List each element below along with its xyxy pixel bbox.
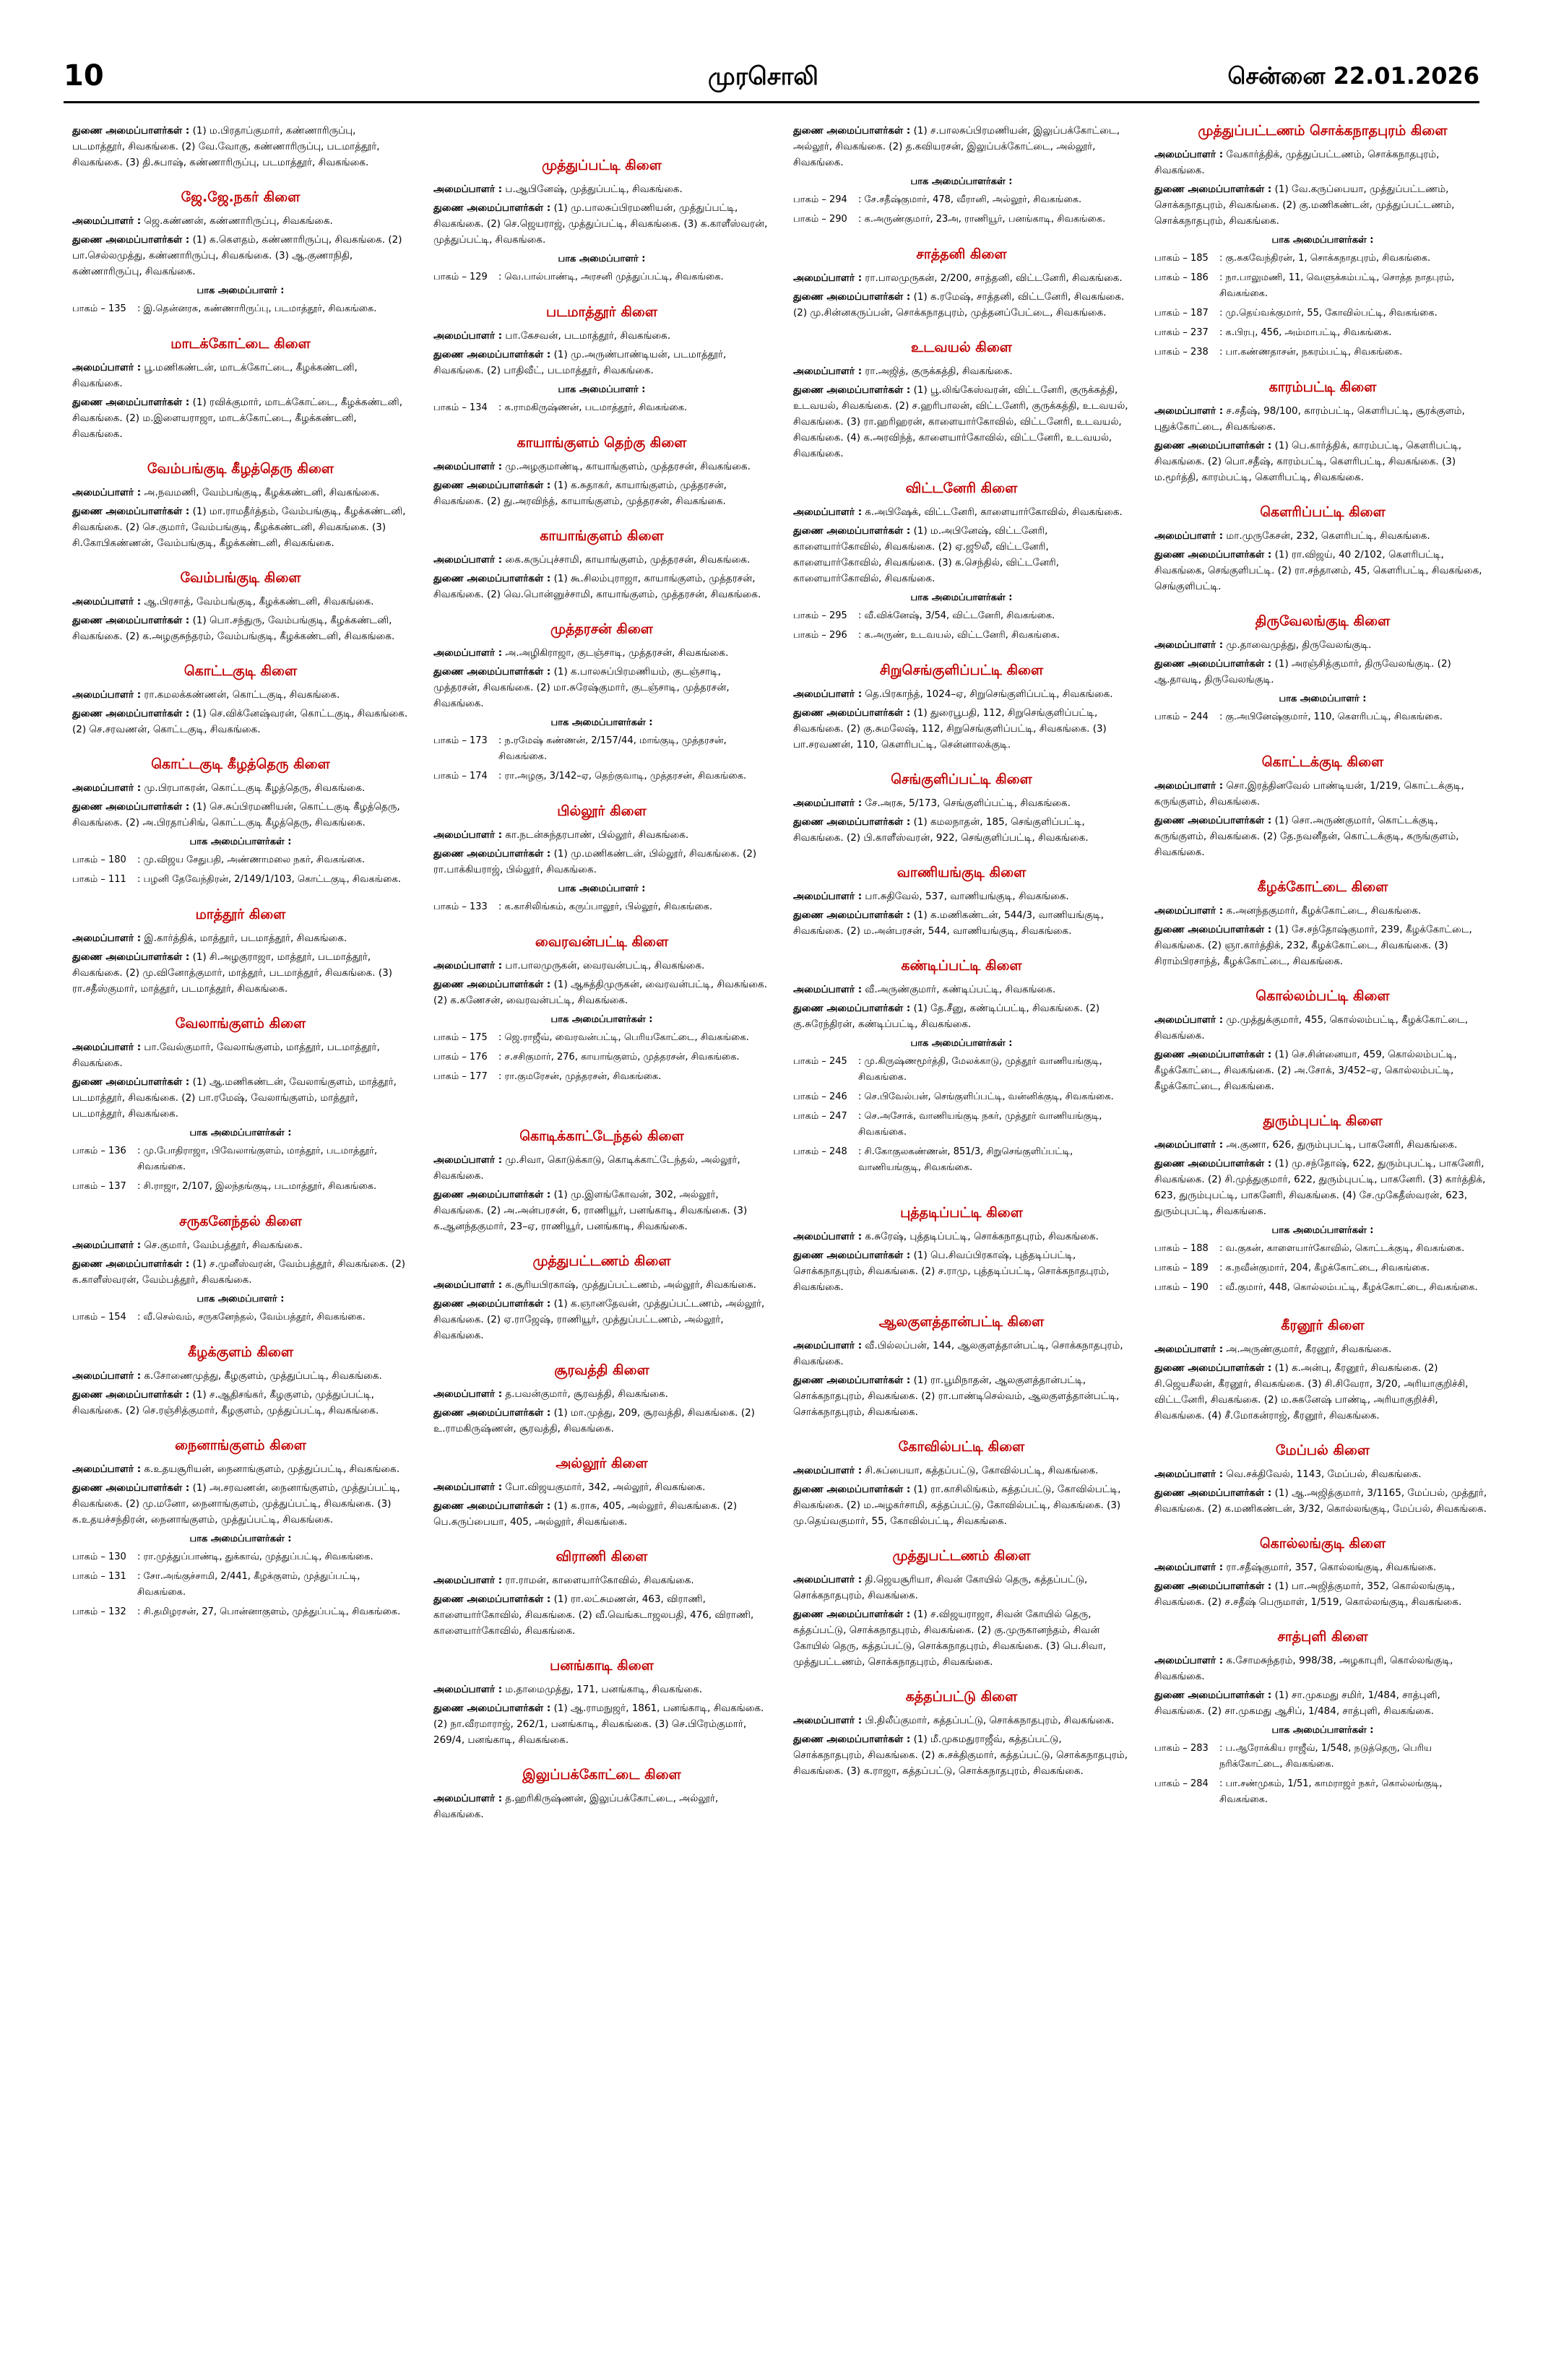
section-7: கொட்டகுடி கீழத்தெரு கிளை அமைப்பாளர் : மு.பிரபாகரன், கொட்டகுடி கீழத்தெரு, சிவகங்கை. துணை அமைப்பாளர்கள் : (1) செ.சுப்பிரமணியன், கொட்டகுடி கீழத்தெரு, சிவகங்கை. (2) அ.பிரதாப்சிங், கொட்டகுடி கீழத்தெரு, சிவகங்கை. பாக அமைப்பாளர்கள் : பாகம் – 180 : மு.விஜய சேதுபதி, அண்ணாமலை நகர், சிவகங்கை. பாகம் – 111 : பழனி தேவேந்திரன், 2/149/1/103, கொட்டகுடி, சிவகங்கை. [72,756,401,885]
header-rule [64,101,1479,103]
newspaper-name: முரசொலி [708,62,818,91]
section-40: முத்துப்பட்டணம் சொக்கநாதபுரம் கிளை அமைப்பாளர் : வேகார்த்திக், முத்துப்பட்டணம், சொக்கநாதபுரம், சிவகங்கை. துணை அமைப்பாளர்கள் : (1) வே.கருப்பையா, முத்துப்பட்டணம், சொக்கநாதபுரம், சிவகங்கை. (2) கு.மணிகண்டன், முத்துப்பட்டணம், சொக்கநாதபுரம், சிவகங்கை. பாக அமைப்பாளர்கள் : பாகம் – 185 : கு.சுகவேந்திரன், 1, சொக்கநாதபுரம், சிவகங்கை. பாகம் – 186 : நா.பாலுமணி, 11, வெளுக்கம்பட்டி, சொத்த நாதபுரம், சிவகங்கை. பாகம் – 187 : மு.தெய்வக்குமார், 55, கோவில்பட்டி, சிவகங்கை. பாகம் – 237 : க.பிரபு, 456, அம்மாபட்டி, சிவகங்கை. பாகம் – 238 : பா.கண்ணதாசன், நகரம்பட்டி, சிவகங்கை. [1154,123,1455,358]
section-51: சாத்புளி கிளை அமைப்பாளர் : க.சோமசுந்தரம், 998/38, அழகாபுரி, கொல்லங்குடி, சிவகங்கை. துணை அமைப்பாளர்கள் : (1) சா.முகமது சமிர், 1/484, சாத்புளி, சிவகங்கை. (2) சா.முகமது ஆசிப், 1/484, சாத்புளி, சிவகங்கை. பாக அமைப்பாளர்கள் : பாகம் – 283 : ப.ஆரோக்கிய ராஜீவ், 1/548, நடுத்தெரு, பெரிய நரிக்கோட்டை, சிவகங்கை. பாகம் – 284 : பா.சண்முகம், 1/51, காமராஜர் நகர், கொல்லங்குடி, சிவகங்கை. [1154,1629,1453,1805]
section-17: முத்தரசன் கிளை அமைப்பாளர் : அ.அழிகிராஜா, குடஞ்சாடி, முத்தரசன், சிவகங்கை. துணை அமைப்பாளர்கள் : (1) க.பாலசுப்பிரமணியம், குடஞ்சாடி, முத்தரசன், சிவகங்கை. (2) மா.சுரேஷ்குமார், குடஞ்சாடி, முத்தரசன், சிவகங்கை. பாக அமைப்பாளர்கள் : பாகம் – 173 : ந.ரமேஷ் கண்ணன், 2/157/44, மாங்குடி, முத்தரசன், சிவகங்கை. பாகம் – 174 : ரா.அழகு, 3/142–ஏ, தெற்குவாடி, முத்தரசன், சிவகங்கை. [433,621,747,782]
edition-date: சென்னை 22.01.2026 [1227,62,1479,90]
section-3: மாடக்கோட்டை கிளை அமைப்பாளர் : பூ.மணிகண்டன், மாடக்கோட்டை, கீழக்கண்டனி, சிவகங்கை. துணை அமைப்பாளர்கள் : (1) ரவிக்குமார், மாடக்கோட்டை, கீழக்கண்டனி, சிவகங்கை. (2) ம.இளையராஜா, மாடக்கோட்டை, கீழக்கண்டனி, சிவகங்கை. [72,336,402,440]
section-41: காரம்பட்டி கிளை அமைப்பாளர் : ச.சதீஷ், 98/100, காரம்பட்டி, கௌரிபட்டி, சூரக்குளம், புதுக்கோட்டை, சிவகங்கை. துணை அமைப்பாளர்கள் : (1) பெ.கார்த்திக், காரம்பட்டி, கௌரிபட்டி, சிவகங்கை. (2) பொ.சதீஷ், காரம்பட்டி, கௌரிபட்டி, சிவகங்கை. (3) ம.மூர்த்தி, காரம்பட்டி, கௌரிபட்டி, சிவகங்கை. [1154,379,1465,483]
section-22: சூரவத்தி கிளை அமைப்பாளர் : த.பவன்குமார், சூரவத்தி, சிவகங்கை. துணை அமைப்பாளர்கள் : (1) மா.முத்து, 209, சூரவத்தி, சிவகங்கை. (2) உ.ராமகிருஷ்ணன், சூரவத்தி, சிவகங்கை. [433,1362,755,1435]
section-44: கொட்டக்குடி கிளை அமைப்பாளர் : சொ.இரத்தினவேல் பாண்டியன், 1/219, கொட்டக்குடி, கருங்குளம், சிவகங்கை. துணை அமைப்பாளர்கள் : (1) சொ.அருண்குமார், கொட்டக்குடி, கருங்குளம், சிவகங்கை. (2) தே.நவனீதன், கொட்டக்குடி, கருங்குளம், சிவகங்கை. [1154,754,1464,858]
section-4: வேம்பங்குடி கீழத்தெரு கிளை அமைப்பாளர் : அ.நவமணி, வேம்பங்குடி, கீழக்கண்டனி, சிவகங்கை. துணை அமைப்பாளர்கள் : (1) மா.ராமதீர்த்தம், வேம்பங்குடி, கீழக்கண்டனி, சிவகங்கை. (2) செ.குமார், வேம்பங்குடி, கீழக்கண்டனி, சிவகங்கை. (3) சி.கோபிகண்ணன், வேம்பங்குடி, கீழக்கண்டனி, சிவகங்கை. [72,461,406,549]
column-3 [793,123,1130,1798]
section-42: கௌரிப்பட்டி கிளை அமைப்பாளர் : மா.முருகேசன், 232, கௌரிபட்டி, சிவகங்கை. துணை அமைப்பாளர்கள் : (1) ரா.விஜய், 40 2/102, கௌரிபட்டி, சிவகங்கை, செங்குளிபட்டி. (2) ரா.சந்தானம், 45, கௌரிபட்டி, சிவகங்கை, செங்குளிபட்டி. [1154,504,1482,592]
section-34: கண்டிப்பட்டி கிளை அமைப்பாளர் : வீ.அருண்குமார், கண்டிப்பட்டி, சிவகங்கை. துணை அமைப்பாளர்கள் : (1) தே.சீனு, கண்டிப்பட்டி, சிவகங்கை. (2) கு.சுரேந்திரன், கண்டிப்பட்டி, சிவகங்கை. பாக அமைப்பாளர்கள் : பாகம் – 245 : மு.கிருஷ்ணமூர்த்தி, மேலக்காடு, முத்தூர் வாணியங்குடி, சிவகங்கை. பாகம் – 246 : செ.பிவேல்பன், செங்குளிப்பட்டி, வன்னிக்குடி, சிவகங்கை. பாகம் – 247 : செ.அசோக், வாணியங்குடி நகர், முத்தூர் வாணியங்குடி, சிவகங்கை. பாகம் – 248 : சி.கோகுலகண்ணன், 851/3, சிறுசெங்குளிப்பட்டி, வாணியங்குடி, சிவகங்கை. [793,958,1114,1173]
section-33: வாணியங்குடி கிளை அமைப்பாளர் : பா.சுதிவேல், 537, வாணியங்குடி, சிவகங்கை. துணை அமைப்பாளர்கள் : (1) க.மணிகண்டன், 544/3, வாணியங்குடி, சிவகங்கை. (2) ம.அன்பரசன், 544, வாணியங்குடி, சிவகங்கை. [793,865,1104,937]
section-21: முத்துபட்டணம் கிளை அமைப்பாளர் : க.சூரியபிரகாஷ், முத்துப்பட்டணம், அல்லூர், சிவகங்கை. துணை அமைப்பாளர்கள் : (1) க.ஞானதேவன், முத்துப்பட்டணம், அல்லூர், சிவகங்கை. (2) ஏ.ராஜேஷ், ராணியூர், முத்துப்பட்டணம், அல்லூர், சிவகங்கை. [433,1253,765,1341]
section-27: துணை அமைப்பாளர்கள் : (1) ச.பாலசுப்பிரமணியன், இலுப்பக்கோட்டை, அல்லூர், சிவகங்கை. (2) த.கவியரசன், இலுப்பக்கோட்டை, அல்லூர், சிவகங்கை. பாக அமைப்பாளர்கள் : பாகம் – 294 : சே.சதீஷ்குமார், 478, வீரானி, அல்லூர், சிவகங்கை. பாகம் – 290 : க.அருண்குமார், 23அ, ராணியூர், பனங்காடி, சிவகங்கை. [793,125,1120,225]
section-13: முத்துப்பட்டி கிளை அமைப்பாளர் : ப.ஆபினேஷ், முத்துப்பட்டி, சிவகங்கை. துணை அமைப்பாளர்கள் : (1) மு.பாலசுப்பிரமணியன், முத்துப்பட்டி, சிவகங்கை. (2) செ.ஜெயராஜ், முத்துப்பட்டி, சிவகங்கை. (3) க.காளீஸ்வரன், முத்துப்பட்டி, சிவகங்கை. பாக அமைப்பாளர் : பாகம் – 129 : வெ.பால்பாண்டி, அரசனி முத்துப்பட்டி, சிவகங்கை. [433,157,768,282]
section-25: பனங்காடி கிளை அமைப்பாளர் : ம.தாமைமுத்து, 171, பனங்காடி, சிவகங்கை. துணை அமைப்பாளர்கள் : (1) ஆ.ராமநுஜர், 1861, பனங்காடி, சிவகங்கை. (2) நா.வீரமாராஜ், 262/1, பனங்காடி, சிவகங்கை. (3) செ.பிரேம்குமார், 269/4, பனங்காடி, சிவகங்கை. [433,1658,764,1746]
section-8: மாத்தூர் கிளை அமைப்பாளர் : இ.கார்த்திக், மாத்தூர், படமாத்தூர், சிவகங்கை. துணை அமைப்பாளர்கள் : (1) சி.அழகுராஜா, மாத்தூர், படமாத்தூர், சிவகங்கை. (2) மு.வினோத்குமார், மாத்தூர், படமாத்தூர், சிவகங்கை. (3) ரா.சதீஸ்குமார், மாத்தூர், படமாத்தூர், சிவகங்கை. [72,906,392,995]
section-49: மேப்பல் கிளை அமைப்பாளர் : வெ.சக்திவேல், 1143, மேப்பல், சிவகங்கை. துணை அமைப்பாளர்கள் : (1) ஆ.அஜித்குமார், 3/1165, மேப்பல், முத்தூர், சிவகங்கை. (2) க.மணிகண்டன், 3/32, கொல்லங்குடி, மேப்பல், சிவகங்கை. [1154,1442,1487,1515]
section-39: கத்தப்பட்டு கிளை அமைப்பாளர் : பி.திலீப்குமார், கத்தப்பட்டு, சொக்கநாதபுரம், சிவகங்கை. துணை அமைப்பாளர்கள் : (1) மீ.முகமதுராஜீவ், கத்தப்பட்டு, சொக்கநாதபுரம், சிவகங்கை. (2) சு.சக்திகுமார், கத்தப்பட்டு, சொக்கநாதபுரம், சிவகங்கை. (3) க.ராஜா, கத்தப்பட்டு, சொக்கநாதபுரம், சிவகங்கை. [793,1689,1128,1777]
section-9: வேலாங்குளம் கிளை அமைப்பாளர் : பா.வேல்குமார், வேலாங்குளம், மாத்தூர், படமாத்தூர், சிவகங்கை. துணை அமைப்பாளர்கள் : (1) ஆ.மணிகண்டன், வேலாங்குளம், மாத்தூர், படமாத்தூர், சிவகங்கை. (2) பா.ரமேஷ், வேலாங்குளம், மாத்தூர், படமாத்தூர், சிவகங்கை. பாக அமைப்பாளர்கள் : பாகம் – 136 : மு.போதிராஜா, பிவேலாங்குளம், மாத்தூர், படமாத்தூர், சிவகங்கை. பாகம் – 137 : சி.ராஜா, 2/107, இலந்தங்குடி, படமாத்தூர், சிவகங்கை. [72,1016,397,1192]
section-43: திருவேலங்குடி கிளை அமைப்பாளர் : மு.தாவைமுத்து, திருவேலங்குடி. துணை அமைப்பாளர்கள் : (1) அரஞ்சித்குமார், திருவேலங்குடி. (2) ஆ.தாவடி, திருவேலங்குடி. பாக அமைப்பாளர் : பாகம் – 244 : கு.அபினேஷ்குமார், 110, கௌரிபட்டி, சிவகங்கை. [1154,613,1451,722]
section-14: படமாத்தூர் கிளை அமைப்பாளர் : பா.கேசவன், படமாத்தூர், சிவகங்கை. துணை அமைப்பாளர்கள் : (1) மு.அருண்பாண்டியன், படமாத்தூர், சிவகங்கை. (2) பாதிவீட், படமாத்தூர், சிவகங்கை. பாக அமைப்பாளர் : பாகம் – 134 : க.ராமகிருஷ்ணன், படமாத்தூர், சிவகங்கை. [433,304,727,413]
section-15: காயாங்குளம் தெற்கு கிளை அமைப்பாளர் : மு.அழகுமாண்டி, காயாங்குளம், முத்தரசன், சிவகங்கை. துணை அமைப்பாளர்கள் : (1) க.சுதாகர், காயாங்குளம், முத்தரசன், சிவகங்கை. (2) து.அரவிந்த், காயாங்குளம், முத்தரசன், சிவகங்கை. [433,435,751,507]
section-24: விராணி கிளை அமைப்பாளர் : ரா.ராமன், காளையார்கோவில், சிவகங்கை. துணை அமைப்பாளர்கள் : (1) ரா.லட்சுமணன், 463, விராணி, காளையார்கோவில், சிவகங்கை. (2) வீ.வெங்கடாஜலபதி, 476, விராணி, காளையார்கோவில், சிவகங்கை. [433,1549,754,1637]
page-number: 10 [64,59,104,92]
section-38: முத்துபட்டணம் கிளை அமைப்பாளர் : தி.ஜெயசூரியா, சிவன் கோயில் தெரு, கத்தப்பட்டு, சொக்கநாதபுரம், சிவகங்கை. துணை அமைப்பாளர்கள் : (1) ச.விஜயராஜா, சிவன் கோயில் தெரு, கத்தப்பட்டு, சொக்கநாதபுரம், சிவகங்கை. (2) கு.முருகானந்தம், சிவன் கோயில் தெரு, கத்தப்பட்டு, சொக்கநாதபுரம், சிவகங்கை. (3) பெ.சிவா, முத்துபட்டணம், சொக்கநாதபுரம், சிவகங்கை. [793,1548,1107,1668]
section-45: கீழக்கோட்டை கிளை அமைப்பாளர் : க.அனந்தகுமார், கீழக்கோட்டை, சிவகங்கை. துணை அமைப்பாளர்கள் : (1) சே.சந்தோஷ்குமார், 239, கீழக்கோட்டை, சிவகங்கை. (2) ஞா.கார்த்திக், 232, கீழக்கோட்டை, சிவகங்கை. (3) சிராம்பிரசாந்த், கீழக்கோட்டை, சிவகங்கை. [1154,879,1472,967]
section-29: உடவயல் கிளை அமைப்பாளர் : ரா.அஜித், குருக்கத்தி, சிவகங்கை. துணை அமைப்பாளர்கள் : (1) பூ.லிங்கேஸ்வரன், விட்டனேரி, குருக்கத்தி, உடவயல், சிவகங்கை. (2) ச.ஹரிபாலன், விட்டனேரி, குருக்கத்தி, உடவயல், சிவகங்கை. (3) ரா.ஹரிஹரன், காளையார்கோவில், விட்டனேரி, உடவயல், சிவகங்கை. (4) க.அரவிந்த், காளையார்கோவில், விட்டனேரி, உடவயல், சிவகங்கை. [793,339,1128,459]
section-48: கீரனூர் கிளை அமைப்பாளர் : அ.அருண்குமார், கீரனூர், சிவகங்கை. துணை அமைப்பாளர்கள் : (1) க.அன்பு, கீரனூர், சிவகங்கை. (2) சி.ஜெயசீலன், கீரனூர், சிவகங்கை. (3) சி.சிவேரா, 3/20, அரியாகுறிச்சி, விட்டனேரி, சிவகங்கை. (2) ம.சுகனேஷ் பாண்டி, அரியாகுறிச்சி, சிவகங்கை. (4) சீ.மோகன்ராஜ், கீரனூர், சிவகங்கை. [1154,1317,1469,1421]
column-2 [433,123,770,1841]
section-12: நைனாங்குளம் கிளை அமைப்பாளர் : க.உதயசூரியன், நைனாங்குளம், முத்துப்பட்டி, சிவகங்கை. துணை அமைப்பாளர்கள் : (1) அ.சரவணன், நைனாங்குளம், முத்துப்பட்டி, சிவகங்கை. (2) மு.மனோ, நைனாங்குளம், முத்துப்பட்டி, சிவகங்கை. (3) க.உதயச்சந்திரன், நைனாங்குளம், முத்துப்பட்டி, சிவகங்கை. பாக அமைப்பாளர்கள் : பாகம் – 130 : ரா.முத்துப்பாண்டி, துக்காவ், முத்துப்பட்டி, சிவகங்கை. பாகம் – 131 : சோ.அங்குச்சாமி, 2/441, கீழக்குளம், முத்துப்பட்டி, சிவகங்கை. பாகம் – 132 : சி.தமிழரசன், 27, பொன்னாகுளம், முத்துப்பட்டி, சிவகங்கை. [72,1437,401,1617]
section-31: சிறுசெங்குளிப்பட்டி கிளை அமைப்பாளர் : தெ.பிரகாந்த், 1024–ஏ, சிறுசெங்குளிப்பட்டி, சிவகங்கை. துணை அமைப்பாளர்கள் : (1) துரைபூபதி, 112, சிறுசெங்குளிப்பட்டி, சிவகங்கை. (2) கு.சுமலேஷ், 112, சிறுசெங்குளிப்பட்டி, சிவகங்கை. (3) பா.சரவணன், 110, கௌரிபட்டி, சென்னாலக்குடி. [793,662,1113,750]
column-1 [72,123,409,1639]
section-26: இலுப்பக்கோட்டை கிளை அமைப்பாளர் : த.ஹரிகிருஷ்ணன், இலுப்பக்கோட்டை, அல்லூர், சிவகங்கை. [433,1767,719,1820]
section-6: கொட்டகுடி கிளை அமைப்பாளர் : ரா.கமலக்கண்ணன், கொட்டகுடி, சிவகங்கை. துணை அமைப்பாளர்கள் : (1) செ.விக்னேஷ்வரன், கொட்டகுடி, சிவகங்கை. (2) செ.சரவணன், கொட்டகுடி, சிவகங்கை. [72,663,408,735]
column-4 [1154,123,1491,1827]
section-46: கொல்லம்பட்டி கிளை அமைப்பாளர் : மு.முத்துக்குமார், 455, கொல்லம்பட்டி, கீழக்கோட்டை, சிவகங்கை. துணை அமைப்பாளர்கள் : (1) செ.சின்னையா, 459, கொல்லம்பட்டி, கீழக்கோட்டை, சிவகங்கை. (2) அ.சோக், 3/452–ஏ, கொல்லம்பட்டி, கீழக்கோட்டை, சிவகங்கை. [1154,988,1469,1092]
section-37: கோவில்பட்டி கிளை அமைப்பாளர் : சி.சுப்பையா, கத்தப்பட்டு, கோவில்பட்டி, சிவகங்கை. துணை அமைப்பாளர்கள் : (1) ரா.காசிலிங்கம், கத்தப்பட்டு, கோவில்பட்டி, சிவகங்கை. (2) ம.அழகர்சாமி, கத்தப்பட்டு, கோவில்பட்டி, சிவகங்கை. (3) மு.தெய்வகுமார், 55, கோவில்பட்டி, சிவகங்கை. [793,1439,1121,1527]
page-header [0,0,1543,94]
section-32: செங்குளிப்பட்டி கிளை அமைப்பாளர் : சே.அரசு, 5/173, செங்குளிப்பட்டி, சிவகங்கை. துணை அமைப்பாளர்கள் : (1) கமலநாதன், 185, செங்குளிப்பட்டி, சிவகங்கை. (2) பி.காளீஸ்வரன், 922, செங்குளிப்பட்டி, சிவகங்கை. [793,771,1089,844]
section-16: காயாங்குளம் கிளை அமைப்பாளர் : கை.கருப்புச்சாமி, காயாங்குளம், முத்தரசன், சிவகங்கை. துணை அமைப்பாளர்கள் : (1) கூ.சிலம்புராஜா, காயாங்குளம், முத்தரசன், சிவகங்கை. (2) வெ.பொன்னுச்சாமி, காயாங்குளம், முத்தரசன், சிவகங்கை. [433,528,761,600]
section-30: விட்டனேரி கிளை அமைப்பாளர் : க.அபிஷேக், விட்டனேரி, காளையார்கோவில், சிவகங்கை. துணை அமைப்பாளர்கள் : (1) ம.அபினேஷ், விட்டனேரி, காளையார்கோவில், சிவகங்கை. (2) ஏ.ஜூலீ, விட்டனேரி, காளையார்கோவில், சிவகங்கை. (3) க.செந்தில், விட்டனேரி, காளையார்கோவில், சிவகங்கை. பாக அமைப்பாளர்கள் : பாகம் – 295 : வீ.விக்னேஷ், 3/54, விட்டனேரி, சிவகங்கை. பாகம் – 296 : க.அருண், உடவயல், விட்டனேரி, சிவகங்கை. [793,480,1123,641]
section-2: ஜே.ஜே.நகர் கிளை அமைப்பாளர் : ஜெ.கண்ணன், கண்ணாரிருப்பு, சிவகங்கை. துணை அமைப்பாளர்கள் : (1) க.கௌதம், கண்ணாரிருப்பு, சிவகங்கை. (2) பா.செல்லமுத்து, கண்ணாரிருப்பு, சிவகங்கை. (3) ஆ.குணாநிதி, கண்ணாரிருப்பு, சிவகங்கை. பாக அமைப்பாளர் : பாகம் – 135 : இ.தென்னரசு, கண்ணாரிருப்பு, படமாத்தூர், சிவகங்கை. [72,189,402,314]
section-18: பில்லூர் கிளை அமைப்பாளர் : கா.நடன்சுந்தரபாண், பில்லூர், சிவகங்கை. துணை அமைப்பாளர்கள் : (1) மு.மணிகண்டன், பில்லூர், சிவகங்கை. (2) ரா.பாக்கியராஜ், பில்லூர், சிவகங்கை. பாக அமைப்பாளர் : பாகம் – 133 : க.காசிலிங்கம், கருப்பாலூர், பில்லூர், சிவகங்கை. [433,803,757,912]
section-35: புத்தடிப்பட்டி கிளை அமைப்பாளர் : க.சுரேஷ், புத்தடிப்பட்டி, சொக்கநாதபுரம், சிவகங்கை. துணை அமைப்பாளர்கள் : (1) பெ.சிவப்பிரகாஷ், புத்தடிப்பட்டி, சொக்கநாதபுரம், சிவகங்கை. (2) ச.ராமு, புத்தடிப்பட்டி, சொக்கநாதபுரம், சிவகங்கை. [793,1205,1110,1293]
section-50: கொல்லங்குடி கிளை அமைப்பாளர் : ரா.சதீஷ்குமார், 357, கொல்லங்குடி, சிவகங்கை. துணை அமைப்பாளர்கள் : (1) பா.அஜித்குமார், 352, கொல்லங்குடி, சிவகங்கை. (2) ச.சதீஷ் பெருமாள், 1/519, கொல்லங்குடி, சிவகங்கை. [1154,1536,1462,1608]
section-20: கொடிக்காட்டேந்தல் கிளை அமைப்பாளர் : மு.சிவா, கொடுக்காடு, கொடிக்காட்டேந்தல், அல்லூர், சிவகங்கை. துணை அமைப்பாளர்கள் : (1) மு.இளங்கோவன், 302, அல்லூர், சிவகங்கை. (2) அ.அன்பரசன், 6, ராணியூர், பனங்காடி, சிவகங்கை. (3) க.ஆனந்தகுமார், 23–ஏ, ராணியூர், பனங்காடி, சிவகங்கை. [433,1128,748,1232]
section-28: சாத்தனி கிளை அமைப்பாளர் : ரா.பாலமுருகன், 2/200, சாத்தனி, விட்டனேரி, சிவகங்கை. துணை அமைப்பாளர்கள் : (1) க.ரமேஷ், சாத்தனி, விட்டனேரி, சிவகங்கை. (2) மு.சின்னகருப்பன், சொக்கநாதபுரம், முத்தனப்பேட்டை, சிவகங்கை. [793,246,1125,319]
section-47: துரும்புபட்டி கிளை அமைப்பாளர் : அ.குணா, 626, துரும்புபட்டி, பாகனேரி, சிவகங்கை. துணை அமைப்பாளர்கள் : (1) மு.சந்தோஷ், 622, துரும்புபட்டி, பாகனேரி, சிவகங்கை. (2) சி.முத்துகுமார், 622, துரும்புபட்டி, பாகனேரி. (3) கார்த்திக், 623, துரும்புபட்டி, பாகனேரி, சிவகங்கை. (4) சே.முகேதீஸ்வரன், 623, துரும்புபட்டி, சிவகங்கை. பாக அமைப்பாளர்கள் : பாகம் – 188 : வ.குகன், காளையார்கோவில், கொட்டக்குடி, சிவகங்கை. பாகம் – 189 : க.நவீன்குமார், 204, கீழக்கோட்டை, சிவகங்கை. பாகம் – 190 : வீ.குமார், 448, கொல்லம்பட்டி, கீழக்கோட்டை, சிவகங்கை. [1154,1113,1486,1293]
section-5: வேம்பங்குடி கிளை அமைப்பாளர் : ஆ.பிரசாத், வேம்பங்குடி, கீழக்கண்டனி, சிவகங்கை. துணை அமைப்பாளர்கள் : (1) பொ.சந்துரு, வேம்பங்குடி, கீழக்கண்டனி, சிவகங்கை. (2) க.அழகுசுந்தரம், வேம்பங்குடி, கீழக்கண்டனி, சிவகங்கை. [72,570,395,642]
section-23: அல்லூர் கிளை அமைப்பாளர் : போ.விஜயகுமார், 342, அல்லூர், சிவகங்கை. துணை அமைப்பாளர்கள் : (1) க.ராசு, 405, அல்லூர், சிவகங்கை. (2) பெ.கருப்பையா, 405, அல்லூர், சிவகங்கை. [433,1455,738,1528]
section-11: கீழக்குளம் கிளை அமைப்பாளர் : க.சோணைமுத்து, கீழகுளம், முத்துப்பட்டி, சிவகங்கை. துணை அமைப்பாளர்கள் : (1) ச.ஆதிசங்கர், கீழகுளம், முத்துப்பட்டி, சிவகங்கை. (2) செ.ரஞ்சித்குமார், கீழகுளம், முத்துப்பட்டி, சிவகங்கை. [72,1344,382,1416]
section-19: வைரவன்பட்டி கிளை அமைப்பாளர் : பா.பாலமுருகன், வைரவன்பட்டி, சிவகங்கை. துணை அமைப்பாளர்கள் : (1) ஆசுத்திமுருகன், வைரவன்பட்டி, சிவகங்கை. (2) க.கணேசன், வைரவன்பட்டி, சிவகங்கை. பாக அமைப்பாளர்கள் : பாகம் – 175 : ஜெ.ராஜீவ், வைரவன்பட்டி, பெரியகோட்டை, சிவகங்கை. பாகம் – 176 : ச.சசிகுமார், 276, காயாங்குளம், முத்தரசன், சிவகங்கை. பாகம் – 177 : ரா.குமரேசன், முத்தரசன், சிவகங்கை. [433,934,767,1082]
section-1: துணை அமைப்பாளர்கள் : (1) ம.பிரதாப்குமார், கண்ணாரிருப்பு, படமாத்தூர், சிவகங்கை. (2) வே.வோகு, கண்ணாரிருப்பு, படமாத்தூர், சிவகங்கை. (3) தி.சுபாஷ், கண்ணாரிருப்பு, படமாத்தூர், சிவகங்கை. [72,125,380,168]
section-10: சருகனேந்தல் கிளை அமைப்பாளர் : செ.குமார், வேம்பத்தூர், சிவகங்கை. துணை அமைப்பாளர்கள் : (1) ச.முனீஸ்வரன், வேம்பத்தூர், சிவகங்கை. (2) க.காளீஸ்வரன், வேம்பத்தூர், சிவகங்கை. பாக அமைப்பாளர் : பாகம் – 154 : வீ.செல்வம், சருகனேந்தல், வேம்பத்தூர், சிவகங்கை. [72,1213,406,1323]
section-36: ஆலகுளத்தான்பட்டி கிளை அமைப்பாளர் : வீ.பில்லப்பன், 144, ஆலகுளத்தான்பட்டி, சொக்கநாதபுரம், சிவகங்கை. துணை அமைப்பாளர்கள் : (1) ரா.பூமிநாதன், ஆலகுளத்தான்பட்டி, சொக்கநாதபுரம், சிவகங்கை. (2) ரா.பாண்டிசெல்வம், ஆலகுளத்தான்பட்டி, சொக்கநாதபுரம், சிவகங்கை. [793,1314,1123,1418]
